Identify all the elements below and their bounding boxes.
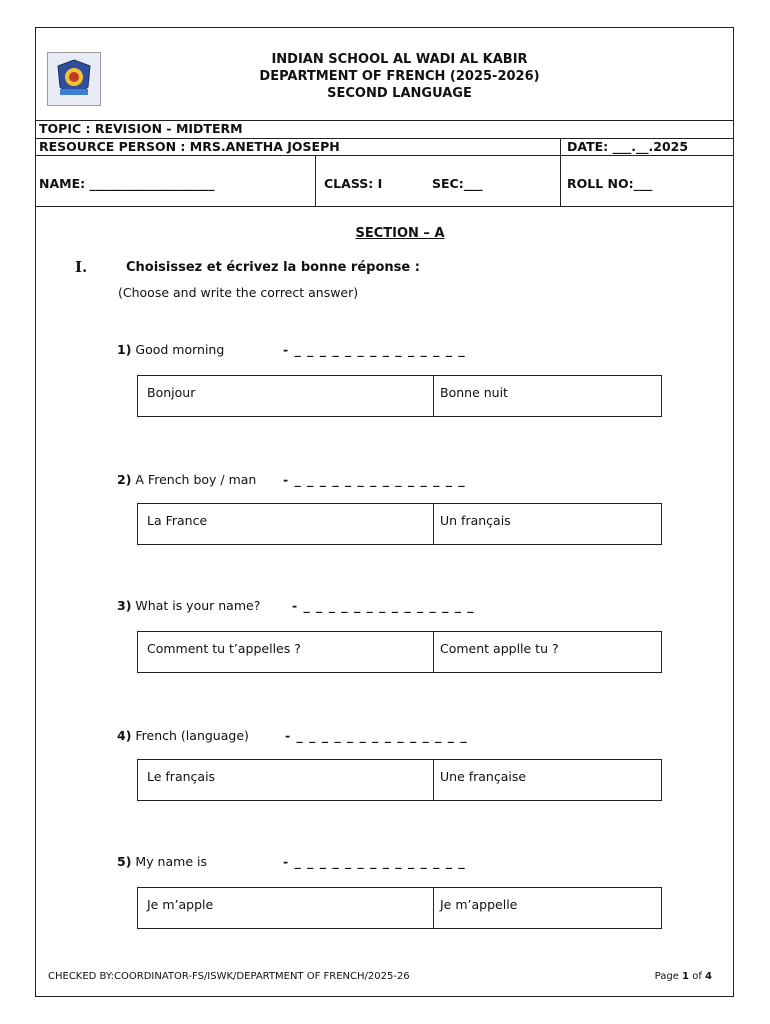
option-b[interactable]: Coment applle tu ? [433, 632, 663, 672]
school-name: INDIAN SCHOOL AL WADI AL KABIR [271, 52, 528, 67]
answer-blank[interactable]: - _ _ _ _ _ _ _ _ _ _ _ _ _ _ [285, 728, 468, 743]
question-text: My name is [135, 854, 207, 869]
class-field: CLASS: I [324, 176, 383, 191]
option-b[interactable]: Un français [433, 504, 663, 544]
question-2 [117, 472, 466, 487]
options-box-5 [137, 887, 662, 929]
page-total: 4 [705, 971, 712, 982]
question-number: 3) [117, 598, 132, 613]
question-number: 4) [117, 728, 132, 743]
section-title [0, 226, 770, 241]
topic-label: TOPIC : REVISION - MIDTERM [39, 121, 243, 136]
divider [35, 155, 734, 156]
question-number: 1) [117, 342, 132, 357]
divider [315, 155, 316, 206]
page-number [655, 971, 712, 982]
options-box-4 [137, 759, 662, 801]
option-a[interactable]: Je m’apple [147, 897, 214, 912]
page-prefix: Page [654, 971, 679, 982]
resource-person: RESOURCE PERSON : MRS.ANETHA JOSEPH [39, 139, 340, 154]
checked-by: CHECKED BY:COORDINATOR-FS/ISWK/DEPARTMENT OF FRENCH/2025-26 [48, 971, 410, 982]
option-b[interactable]: Bonne nuit [433, 376, 663, 416]
answer-blank[interactable]: - _ _ _ _ _ _ _ _ _ _ _ _ _ _ [283, 472, 466, 487]
section-field: SEC:___ [432, 176, 483, 191]
option-a[interactable]: Bonjour [147, 385, 196, 400]
option-a[interactable]: Comment tu t’appelles ? [147, 641, 301, 656]
name-field: NAME: ____________________ [39, 176, 215, 191]
instruction-en: (Choose and write the correct answer) [118, 285, 359, 300]
option-b[interactable]: Une française [433, 760, 663, 800]
answer-blank[interactable]: - _ _ _ _ _ _ _ _ _ _ _ _ _ _ [292, 598, 475, 613]
question-number: 2) [117, 472, 132, 487]
school-heading [35, 51, 734, 102]
language-label: SECOND LANGUAGE [327, 86, 472, 101]
section-title-text: SECTION – A [355, 226, 445, 241]
date-field: DATE: ___.__.2025 [567, 139, 689, 154]
options-box-3 [137, 631, 662, 673]
options-box-2 [137, 503, 662, 545]
page-of: of [692, 971, 702, 982]
exercise-number: I. [75, 258, 88, 276]
options-box-1 [137, 375, 662, 417]
question-4 [117, 728, 468, 743]
question-1 [117, 342, 466, 357]
page-current: 1 [682, 971, 690, 982]
question-text: A French boy / man [135, 472, 257, 487]
answer-blank[interactable]: - _ _ _ _ _ _ _ _ _ _ _ _ _ _ [283, 854, 466, 869]
option-b[interactable]: Je m’appelle [433, 888, 663, 928]
option-a[interactable]: Le français [147, 769, 216, 784]
answer-blank[interactable]: - _ _ _ _ _ _ _ _ _ _ _ _ _ _ [283, 342, 466, 357]
question-5 [117, 854, 466, 869]
option-a[interactable]: La France [147, 513, 208, 528]
question-text: French (language) [135, 728, 249, 743]
divider [560, 138, 561, 206]
department-name: DEPARTMENT OF FRENCH (2025-2026) [259, 69, 540, 84]
question-text: What is your name? [135, 598, 261, 613]
divider [35, 206, 734, 207]
question-number: 5) [117, 854, 132, 869]
question-3 [117, 598, 475, 613]
roll-no-field: ROLL NO:___ [567, 176, 653, 191]
instruction-fr: Choisissez et écrivez la bonne réponse : [126, 260, 420, 275]
question-text: Good morning [135, 342, 225, 357]
